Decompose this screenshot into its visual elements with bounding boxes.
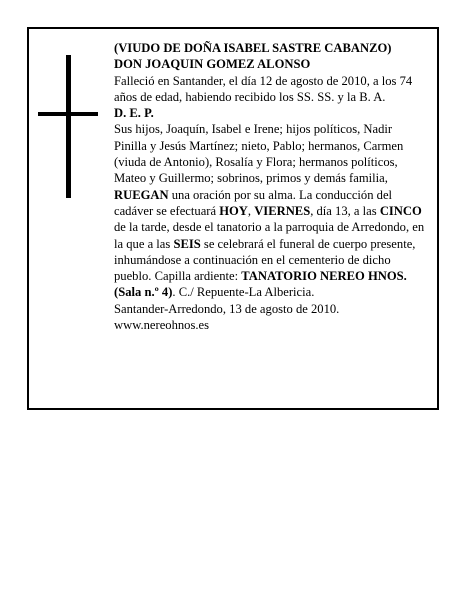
obituary-notice	[27, 27, 439, 410]
hoy-text: HOY	[219, 203, 248, 218]
chapel-address: . C./ Repuente-La Albericia.	[172, 285, 315, 300]
viernes-text: VIERNES	[254, 203, 311, 218]
widower-line: (VIUDO DE DOÑA ISABEL SASTRE CABANZO)	[114, 41, 392, 55]
deceased-name: DON JOAQUIN GOMEZ ALONSO	[114, 57, 311, 72]
ceremony-sep-1: ,	[247, 203, 255, 218]
ceremony-text-3: de la tarde, desde el tanatorio a la parroquia de Arredondo, en la que a las	[114, 220, 425, 251]
cinco-text: CINCO	[379, 203, 422, 218]
family-list: Sus hijos, Joaquín, Isabel e Irene; hijos políticos, Nadir Pinilla y Jesús Martínez; nieto, Pablo; hermanos, Carmen (viuda de Antonio), Rosalía y Flora; hermanos políticos, Mateo y Guillermo; sobrinos, primos y demás familia,	[114, 122, 404, 186]
notice-body	[114, 40, 426, 333]
place-date: Santander-Arredondo, 13 de agosto de 2010.	[114, 301, 340, 316]
seis-text: SEIS	[173, 236, 201, 251]
cross-icon	[38, 55, 98, 198]
ceremony-details	[114, 187, 426, 301]
ceremony-text-2: , día 13, a las	[310, 203, 380, 218]
chapel-name: TANATORIO NEREO HNOS. (Sala n.º 4)	[114, 269, 407, 300]
ruegan-text: RUEGAN	[114, 187, 169, 202]
cross-vertical-bar	[66, 55, 71, 198]
rip-line: D. E. P.	[114, 106, 154, 121]
ceremony-text-1: una oración por su alma. La conducción del cadáver se efectuará	[114, 187, 393, 218]
website-link[interactable]: www.nereohnos.es	[114, 318, 210, 333]
ceremony-text-4: se celebrará el funeral de cuerpo presente, inhumándose a continuación en el cementerio de dicho pueblo. Capilla ardiente:	[114, 236, 416, 284]
death-info: Falleció en Santander, el día 12 de agosto de 2010, a los 74 años de edad, habiendo recibido los SS. SS. y la B. A.	[114, 73, 413, 104]
cross-horizontal-bar	[38, 112, 98, 116]
